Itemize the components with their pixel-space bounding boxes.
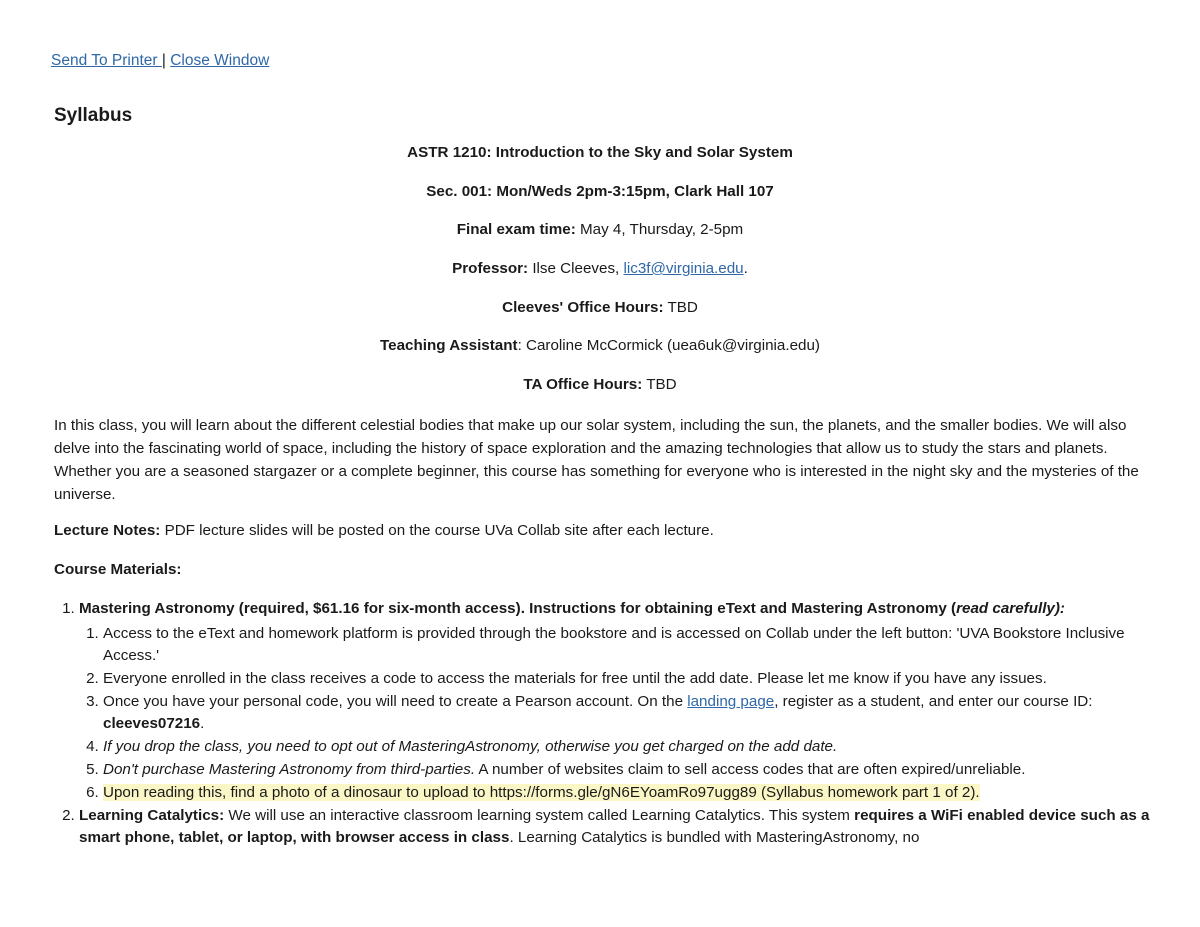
professor-name: Ilse Cleeves, [528,260,624,277]
course-intro: In this class, you will learn about the different celestial bodies that make up our solar system, including the sun, the planets, and the smaller bodies. We will also delve into the fascinating world of space, including the history of space exploration and the amazing technologies that allow us to study the stars and planets. Whether you are a seasoned stargazer or a complete beginner, this course has something for everyone who is interested in the night sky and the mysteries of the universe. [54,417,1139,503]
final-exam-time [0,221,1200,238]
sub3-end: . [200,715,205,732]
professor [0,260,1200,277]
final-exam-value: May 4, Thursday, 2-5pm [575,221,744,238]
course-section-text: Sec. 001: Mon/Weds 2pm-3:15pm, Clark Hall 107 [426,183,774,200]
professor-email-link[interactable]: lic3f@virginia.edu [623,260,744,277]
final-exam-label: Final exam time: [456,221,576,238]
sub3-text-a: Once you have your personal code, you will need to create a Pearson account. On the [103,693,688,710]
office-hours-value: TBD [663,299,698,316]
drop-class-warning: If you drop the class, you need to opt out of MasteringAstronomy, otherwise you get charged on the add date. [103,738,838,755]
course-section [0,183,1200,200]
lecture-notes-text: PDF lecture slides will be posted on the course UVa Collab site after each lecture. [160,522,714,539]
list-item [103,691,1169,735]
teaching-assistant [0,337,1200,354]
page-title: Syllabus [54,105,133,126]
ta-office-hours [0,376,1200,393]
office-hours [0,299,1200,316]
mastering-astronomy-heading: Mastering Astronomy (required, $61.16 for six-month access). Instructions for obtaining eText and Mastering Astronomy ( [79,600,957,617]
close-window-link[interactable]: Close Window [170,52,270,69]
list-item [103,736,1169,758]
link-separator: | [161,52,166,69]
mastering-astronomy-steps [79,623,1169,804]
ta-label: Teaching Assistant [380,337,518,354]
learning-catalytics-text-b: . Learning Catalytics is bundled with MasteringAstronomy, no [509,829,920,846]
course-materials-label: Course Materials: [54,561,182,578]
landing-page-link[interactable]: landing page [687,693,775,710]
device-requirement: requires a WiFi enabled device such as a smart phone, tablet, or laptop, with browser access in class [79,807,1150,846]
course-id-code: cleeves07216 [103,715,201,732]
ta-hours-value: TBD [642,376,677,393]
lecture-notes [54,522,714,539]
third-party-text: A number of websites claim to sell access codes that are often expired/unreliable. [475,761,1026,778]
third-party-warning: Don't purchase Mastering Astronomy from third-parties. [103,761,476,778]
professor-end: . [743,260,748,277]
dinosaur-instruction: Upon reading this, find a photo of a dinosaur to upload to https://forms.gle/gN6EYoamRo97ugg89 (Syllabus homework part 1 of 2). [103,784,980,801]
top-links [51,52,269,70]
course-title-text: ASTR 1210: Introduction to the Sky and Solar System [407,144,793,161]
course-materials-list [54,598,1169,849]
office-hours-label: Cleeves' Office Hours: [502,299,664,316]
ta-value: : Caroline McCormick (uea6uk@virginia.edu) [517,337,820,354]
list-item: 2. Everyone enrolled in the class receives a code to access the materials for free until the add date. Please let me know if you have any issues. [103,668,1169,690]
learning-catalytics-text-a: We will use an interactive classroom learning system called Learning Catalytics. This system [224,807,855,824]
ta-hours-label: TA Office Hours: [523,376,643,393]
read-carefully-note: read carefully): [956,600,1065,617]
send-to-printer-link[interactable]: Send To Printer [51,52,162,69]
course-title [0,144,1200,161]
lecture-notes-label: Lecture Notes: [54,522,161,539]
sub3-text-b: , register as a student, and enter our course ID: [774,693,1093,710]
list-item: 1. Access to the eText and homework platform is provided through the bookstore and is accessed on Collab under the left button: 'UVA Bookstore Inclusive Access.' [103,623,1169,667]
list-item-learning-catalytics [79,805,1169,849]
list-item-mastering-astronomy [79,598,1169,804]
list-item [103,759,1169,781]
learning-catalytics-label: Learning Catalytics: [79,807,225,824]
professor-label: Professor: [452,260,529,277]
list-item-highlighted [103,782,1169,804]
